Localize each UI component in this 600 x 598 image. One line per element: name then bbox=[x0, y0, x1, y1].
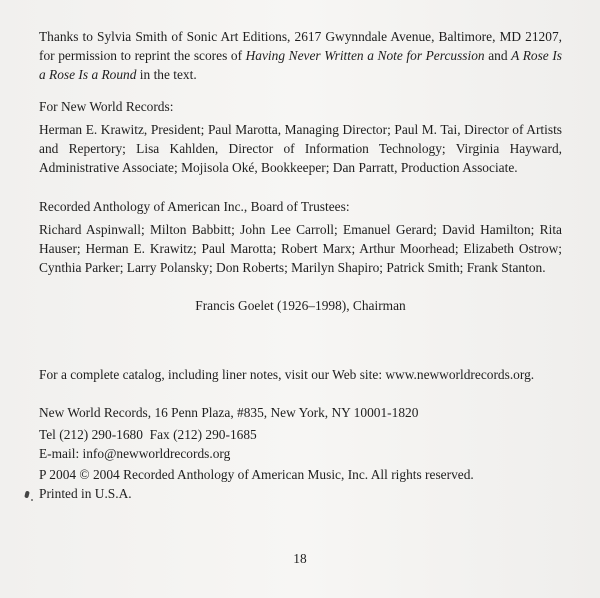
trustees-list bbox=[39, 220, 562, 278]
catalog-info bbox=[39, 365, 562, 384]
copyright-line bbox=[39, 465, 562, 484]
page-number: 18 bbox=[293, 551, 307, 566]
nwr-staff bbox=[39, 120, 562, 178]
ink-speck bbox=[24, 491, 30, 499]
thanks-end: in the text. bbox=[136, 67, 197, 83]
trustees-heading bbox=[39, 197, 562, 216]
nwr-heading-text: For New World Records: bbox=[39, 99, 174, 114]
score-title-percussion: Having Never Written a Note for Percussion bbox=[245, 48, 485, 64]
chairman-line bbox=[39, 296, 562, 315]
trustees-heading-text: Recorded Anthology of American Inc., Board of Trustees: bbox=[39, 199, 350, 214]
printed-line bbox=[39, 484, 562, 503]
nwr-staff-text: Herman E. Krawitz, President; Paul Marotta, Managing Director; Paul M. Tai, Director of Artists and Repertory; Lisa Kahlden, Director of Information Technology; Virginia Hayward, Administrative Associate; Mojisola Oké, Bookkeeper; Dan Parratt, Production Associate. bbox=[39, 122, 562, 176]
nwr-heading bbox=[39, 97, 562, 116]
copyright-text: P 2004 © 2004 Recorded Anthology of American Music, Inc. All rights reserved. bbox=[39, 467, 474, 482]
trustees-list-text: Richard Aspinwall; Milton Babbitt; John Lee Carroll; Emanuel Gerard; David Hamilton; Rita Hauser; Herman E. Krawitz; Paul Marotta; Robert Marx; Arthur Moorhead; Elizabeth Ostrow; Cynthia Parker; Larry Polansky; Don Roberts; Marilyn Shapiro; Patrick Smith; Frank Stanton. bbox=[39, 222, 562, 276]
thanks-text: Thanks to Sylvia Smith of Sonic Art Editions, 2617 Gwynndale Avenue, Baltimore, MD 21207, for permission to reprint the scores of bbox=[39, 29, 562, 64]
address-text: New World Records, 16 Penn Plaza, #835, New York, NY 10001-1820 bbox=[39, 405, 419, 420]
score-title-rose: A Rose Is a Rose Is a Round bbox=[39, 48, 562, 83]
address-line bbox=[39, 403, 562, 422]
email-line bbox=[39, 444, 562, 463]
chairman-text: Francis Goelet (1926–1998), Chairman bbox=[195, 298, 406, 313]
phone-text: Tel (212) 290-1680 Fax (212) 290-1685 bbox=[39, 427, 257, 442]
catalog-text: For a complete catalog, including liner notes, visit our Web site: www.newworldrecords.org. bbox=[39, 367, 535, 382]
printed-text: Printed in U.S.A. bbox=[39, 486, 132, 501]
phone-line bbox=[39, 425, 562, 444]
email-text: E-mail: info@newworldrecords.org bbox=[39, 446, 231, 461]
thanks-and: and bbox=[484, 48, 512, 64]
ink-speck-small bbox=[31, 499, 33, 501]
permission-credit bbox=[39, 27, 562, 85]
